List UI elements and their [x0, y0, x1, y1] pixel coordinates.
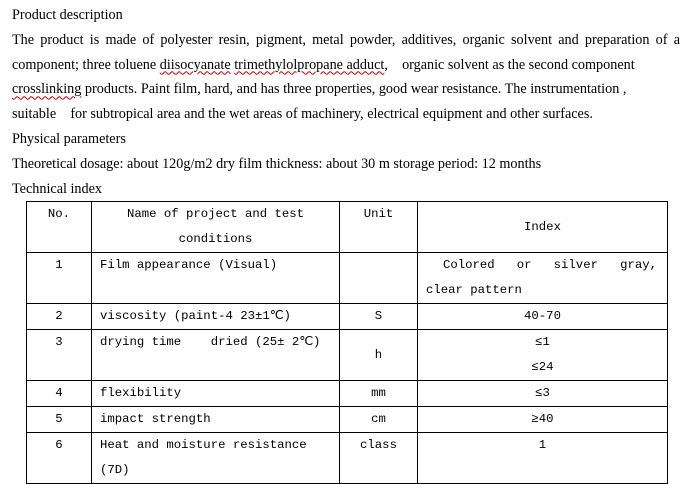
cell-index [418, 330, 668, 381]
cell-index-line1: ≤1 [535, 335, 550, 349]
header-unit [340, 202, 418, 253]
technical-index-table [26, 201, 668, 484]
cell-unit [340, 433, 418, 484]
header-unit-text: Unit [363, 207, 394, 221]
table-row [27, 381, 668, 407]
cell-no [27, 407, 92, 433]
cell-name [92, 253, 340, 304]
description-line-2 [12, 53, 680, 78]
cell-name [92, 433, 340, 484]
spellcheck-word: diisocyanate [159, 56, 231, 73]
cell-no [27, 304, 92, 330]
cell-no-text: 4 [55, 386, 63, 400]
cell-name [92, 330, 340, 381]
heading-product-description: Product description [12, 7, 123, 23]
cell-unit [340, 407, 418, 433]
spellcheck-word: crosslinking [12, 81, 82, 98]
cell-name [92, 304, 340, 330]
description-line-3 [12, 77, 680, 102]
cell-name-text: viscosity (paint-4 23±1℃) [100, 309, 291, 323]
table-header-row [27, 202, 668, 253]
cell-name [92, 407, 340, 433]
cell-no [27, 330, 92, 381]
cell-unit-text: h [374, 347, 383, 362]
header-name-line2: conditions [178, 232, 253, 246]
physical-parameters-text: Theoretical dosage: about 120g/m2 dry film thickness: about 30 m storage period: 12 months [12, 155, 542, 172]
cell-name-text: drying time dried (25± 2℃) [100, 335, 321, 349]
header-no-text: No. [47, 207, 71, 221]
cell-index-line2: clear pattern [426, 283, 522, 297]
table-row [27, 407, 668, 433]
cell-name-text: Heat and moisture resistance (7D) [100, 438, 307, 477]
header-name [92, 202, 340, 253]
document-body [12, 3, 680, 201]
table-row [27, 253, 668, 304]
table-row [27, 433, 668, 484]
cell-index [418, 253, 668, 304]
header-name-line1: Name of project and test [126, 207, 305, 221]
table-row [27, 330, 668, 381]
cell-no [27, 381, 92, 407]
cell-index [418, 433, 668, 484]
heading-technical-index: Technical index [12, 180, 103, 197]
cell-name-text: impact strength [100, 412, 211, 426]
cell-index-text: ≥40 [531, 412, 554, 426]
cell-unit-text: S [374, 309, 383, 323]
description-text: products. Paint film, hard, and has three properties, good wear resistance. The instrumentation , [81, 81, 627, 98]
cell-unit-text: cm [371, 412, 386, 426]
description-line-4: suitable for subtropical area and the wet areas of machinery, electrical equipment and other surfaces. [12, 106, 593, 123]
description-text: , organic solvent as the second component [384, 56, 635, 73]
cell-name [92, 381, 340, 407]
header-no [27, 202, 92, 253]
cell-no [27, 433, 92, 484]
cell-unit [340, 304, 418, 330]
description-line-1: The product is made of polyester resin, pigment, metal powder, additives, organic solvent and preparation of a [12, 31, 680, 48]
cell-index-text: ≤3 [535, 386, 550, 400]
cell-no-text: 6 [55, 438, 63, 452]
cell-name-text: Film appearance (Visual) [100, 258, 278, 272]
heading-physical-parameters: Physical parameters [12, 130, 126, 147]
cell-unit-text: class [360, 438, 397, 452]
header-index [418, 202, 668, 253]
cell-index-line1: Colored or silver gray, [442, 258, 657, 272]
description-text: component; three toluene [12, 56, 160, 73]
cell-index-text: 40-70 [524, 309, 561, 323]
header-index-text: Index [524, 219, 561, 234]
spellcheck-word: trimethylolpropane adduct [234, 56, 385, 73]
cell-no-text: 3 [55, 335, 63, 349]
cell-no-text: 5 [55, 412, 63, 426]
cell-unit [340, 381, 418, 407]
cell-unit [340, 330, 418, 381]
cell-no-text: 1 [55, 258, 63, 272]
cell-name-text: flexibility [100, 386, 182, 400]
cell-index-text: 1 [538, 438, 547, 452]
product-description-paragraph [12, 28, 680, 127]
cell-unit [340, 253, 418, 304]
cell-index-line2: ≤24 [531, 360, 554, 374]
cell-unit-text: mm [371, 386, 386, 400]
table-row [27, 304, 668, 330]
cell-index [418, 407, 668, 433]
cell-no [27, 253, 92, 304]
cell-no-text: 2 [55, 309, 63, 323]
cell-index [418, 304, 668, 330]
cell-index [418, 381, 668, 407]
